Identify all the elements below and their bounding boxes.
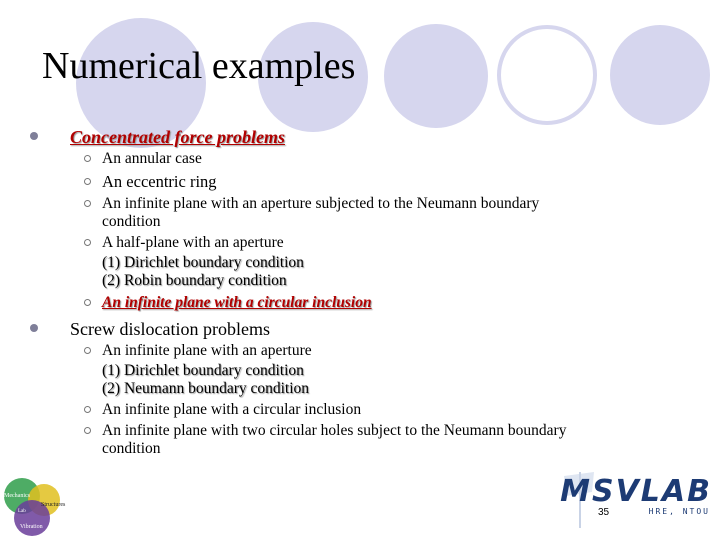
ring-bullet-icon [84, 427, 91, 434]
list-item [30, 234, 690, 252]
item-text: An infinite plane with a circular inclusion [102, 294, 372, 311]
section-heading: Screw dislocation problems [70, 319, 270, 339]
decor-circle-3 [384, 24, 488, 128]
item-text: An infinite plane with an aperture [102, 342, 312, 359]
item-text: An infinite plane with two circular holes subject to the Neumann boundary [102, 422, 567, 439]
list-item [30, 342, 690, 360]
msvlab-logo-text: MSVLAB [560, 474, 712, 509]
item-subline: (1) Dirichlet boundary condition [102, 362, 304, 379]
section-concentrated-force [30, 126, 690, 148]
ring-bullet-icon [84, 155, 91, 162]
ring-bullet-icon [84, 299, 91, 306]
list-item [30, 173, 690, 191]
list-item [30, 150, 690, 168]
slide-title: Numerical examples [42, 45, 356, 87]
item-text: An annular case [102, 150, 202, 167]
section-screw-dislocation [30, 318, 690, 340]
ring-bullet-icon [84, 347, 91, 354]
ring-bullet-icon [84, 406, 91, 413]
page-number: 35 [598, 507, 610, 518]
venn-label-vibration: Vibration [20, 524, 43, 530]
slide-content [30, 126, 690, 458]
decor-ring-1 [497, 25, 597, 125]
item-continuation: condition [102, 213, 161, 230]
item-subline: (1) Dirichlet boundary condition [102, 254, 304, 271]
section-heading: Concentrated force problems [70, 127, 285, 147]
venn-label-mechanics: Mechanics [4, 493, 30, 499]
item-subline: (2) Neumann boundary condition [102, 380, 310, 397]
list-item [30, 294, 690, 312]
item-text: An eccentric ring [102, 172, 217, 191]
venn-label-structures: Structures [41, 502, 66, 508]
decor-circle-4 [610, 25, 710, 125]
ring-bullet-icon [84, 239, 91, 246]
list-item [30, 195, 690, 213]
msvlab-logo-subtext: HRE, NTOU [648, 507, 710, 516]
item-text: An infinite plane with a circular inclusion [102, 401, 362, 418]
venn-label-lab: Lab [18, 509, 26, 514]
bullet-icon [30, 324, 38, 332]
list-item [30, 401, 690, 419]
item-continuation: condition [102, 440, 161, 457]
item-text: A half-plane with an aperture [102, 234, 284, 251]
ring-bullet-icon [84, 178, 91, 185]
item-text: An infinite plane with an aperture subjected to the Neumann boundary [102, 195, 540, 212]
venn-logo-icon [0, 472, 66, 540]
ring-bullet-icon [84, 200, 91, 207]
bullet-icon [30, 132, 38, 140]
item-subline: (2) Robin boundary condition [102, 272, 287, 289]
list-item [30, 422, 690, 440]
